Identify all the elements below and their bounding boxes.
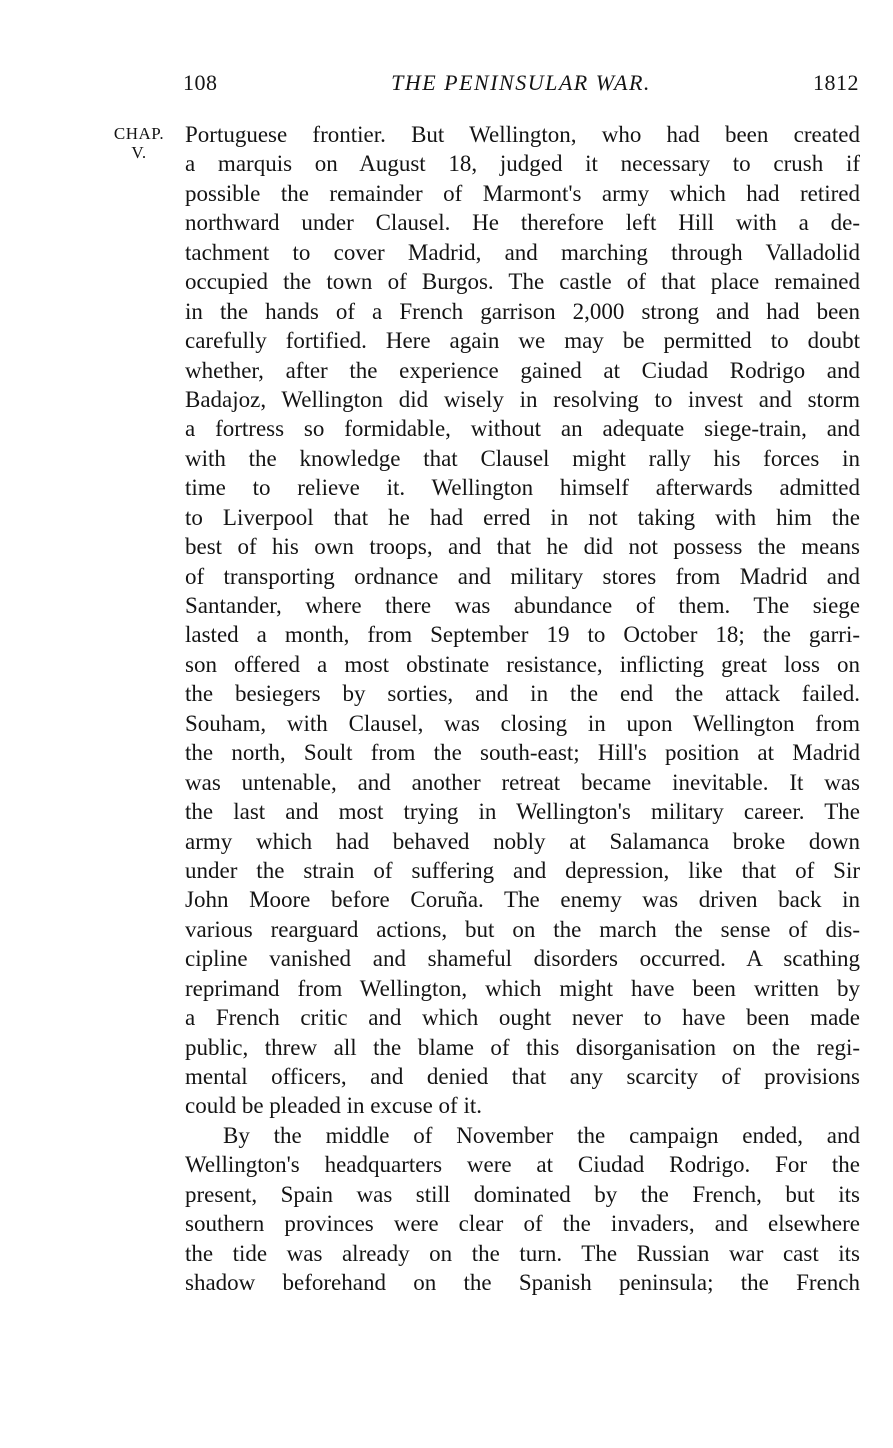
text-line: a fortress so formidable, without an adequate siege-train, and	[185, 416, 860, 442]
text-line: under the strain of suffering and depression, like that of Sir	[185, 857, 860, 883]
text-line: possible the remainder of Marmont's army which had retired	[185, 180, 860, 206]
text-line: Badajoz, Wellington did wisely in resolving to invest and storm	[185, 386, 860, 412]
page-number: 108	[183, 70, 218, 95]
text-line: various rearguard actions, but on the march the sense of dis-	[185, 916, 860, 942]
text-line: to Liverpool that he had erred in not taking with him the	[185, 504, 860, 530]
text-line: shadow beforehand on the Spanish peninsula; the French	[185, 1270, 860, 1296]
chapter-label: CHAP.	[113, 124, 165, 143]
text-line: the last and most trying in Wellington's military career. The	[185, 799, 860, 825]
text-line: Souham, with Clausel, was closing in upon Wellington from	[185, 710, 860, 736]
text-line: time to relieve it. Wellington himself afterwards admitted	[185, 475, 860, 501]
text-line: best of his own troops, and that he did not possess the means	[185, 534, 860, 560]
paragraph	[185, 120, 860, 1121]
text-line: in the hands of a French garrison 2,000 strong and had been	[185, 298, 860, 324]
text-line: lasted a month, from September 19 to October 18; the garri-	[185, 622, 860, 648]
text-line: public, threw all the blame of this disorganisation on the regi-	[185, 1034, 860, 1060]
paragraph	[185, 1121, 860, 1298]
text-line: cipline vanished and shameful disorders occurred. A scathing	[185, 946, 860, 972]
text-line: could be pleaded in excuse of it.	[185, 1093, 482, 1119]
text-line: northward under Clausel. He therefore left Hill with a de-	[185, 210, 860, 236]
text-line: By the middle of November the campaign ended, and	[223, 1122, 860, 1148]
text-line: southern provinces were clear of the invaders, and elsewhere	[185, 1211, 860, 1237]
text-line: carefully fortified. Here again we may be permitted to doubt	[185, 328, 860, 354]
chapter-margin-note	[104, 124, 174, 162]
body-text	[185, 120, 860, 1298]
text-line: whether, after the experience gained at Ciudad Rodrigo and	[185, 357, 860, 383]
text-line: son offered a most obstinate resistance, inflicting great loss on	[185, 651, 860, 677]
text-line: occupied the town of Burgos. The castle of that place remained	[185, 269, 860, 295]
text-line: the besiegers by sorties, and in the end the attack failed.	[185, 681, 860, 707]
text-line: was untenable, and another retreat became inevitable. It was	[185, 769, 860, 795]
text-line: with the knowledge that Clausel might rally his forces in	[185, 445, 860, 471]
text-line: the north, Soult from the south-east; Hill's position at Madrid	[185, 740, 860, 766]
text-line: a French critic and which ought never to have been made	[185, 1005, 860, 1031]
text-line: a marquis on August 18, judged it necessary to crush if	[185, 151, 860, 177]
text-line: Santander, where there was abundance of them. The siege	[185, 593, 860, 618]
text-line: Wellington's headquarters were at Ciudad Rodrigo. For the	[185, 1152, 860, 1178]
text-line: reprimand from Wellington, which might have been written by	[185, 975, 860, 1001]
running-header	[183, 70, 859, 106]
text-line: the tide was already on the turn. The Russian war cast its	[185, 1240, 860, 1266]
text-line: mental officers, and denied that any scarcity of provisions	[185, 1064, 860, 1089]
running-title: THE PENINSULAR WAR.	[391, 70, 651, 95]
text-line: of transporting ordnance and military stores from Madrid and	[185, 563, 860, 589]
text-line: John Moore before Coruña. The enemy was driven back in	[185, 887, 860, 913]
text-line: Portuguese frontier. But Wellington, who had been created	[185, 122, 860, 147]
header-year: 1812	[813, 70, 859, 95]
text-line: army which had behaved nobly at Salamanca broke down	[185, 828, 860, 854]
text-line: tachment to cover Madrid, and marching through Valladolid	[185, 239, 860, 265]
chapter-numeral: V.	[131, 143, 147, 162]
text-line: present, Spain was still dominated by the French, but its	[185, 1181, 860, 1207]
